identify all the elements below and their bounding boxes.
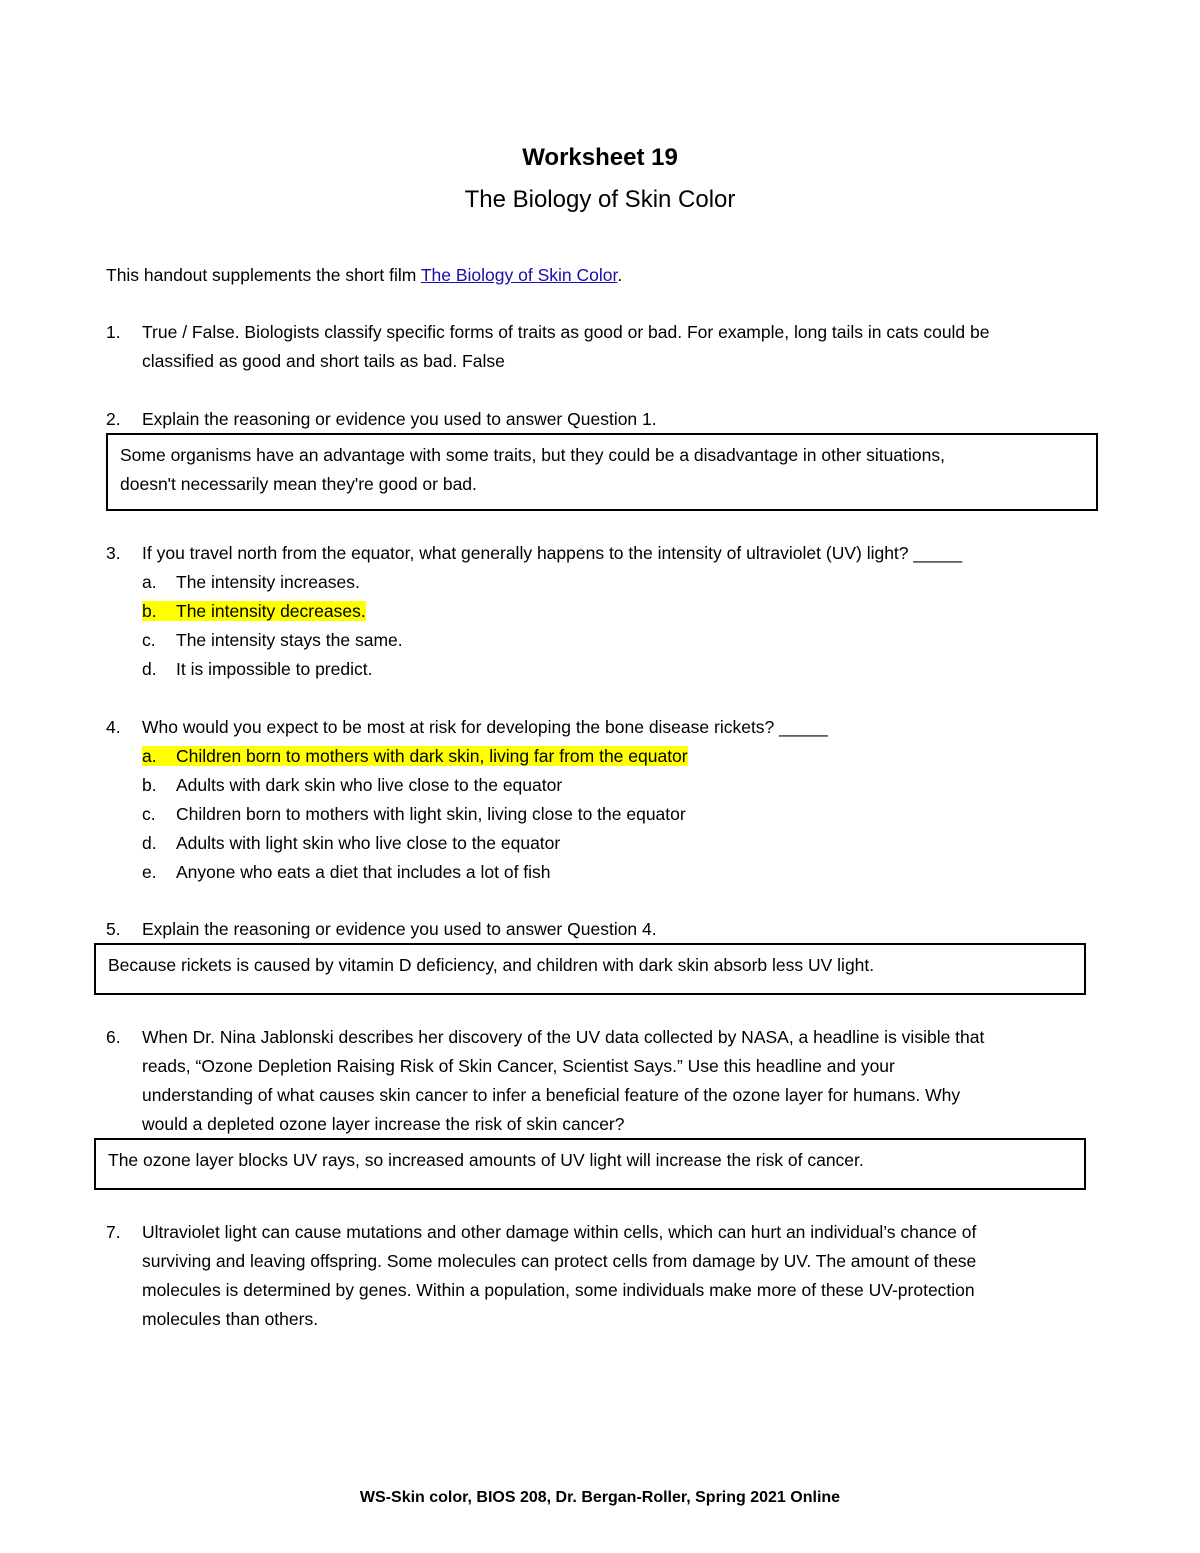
question-7 [106, 1218, 976, 1334]
option-4e [142, 858, 551, 887]
option-letter: a. [142, 746, 157, 766]
film-link[interactable]: The Biology of Skin Color [420, 265, 618, 285]
question-5 [106, 915, 657, 944]
intro-paragraph [106, 261, 622, 290]
option-text: It is impossible to predict. [176, 659, 373, 679]
option-3c [142, 626, 403, 655]
question-number: 1. [106, 322, 121, 342]
option-letter: d. [142, 833, 157, 853]
option-letter: c. [142, 804, 156, 824]
option-4d [142, 829, 560, 858]
page-title: Worksheet 19 [522, 144, 678, 171]
intro-prefix: This handout supplements the short film [106, 265, 421, 285]
question-number: 7. [106, 1222, 121, 1242]
question-text-line: Ultraviolet light can cause mutations and other damage within cells, which can hurt an individual’s chance of [142, 1222, 977, 1242]
answer-box-q5[interactable] [94, 943, 1086, 995]
question-6 [106, 1023, 984, 1139]
question-text: Explain the reasoning or evidence you used to answer Question 4. [142, 919, 657, 939]
question-number: 5. [106, 919, 121, 939]
option-4c [142, 800, 686, 829]
answer-text-line: Some organisms have an advantage with some traits, but they could be a disadvantage in other situations, [120, 445, 945, 465]
page-footer: WS-Skin color, BIOS 208, Dr. Bergan-Roller, Spring 2021 Online [359, 1489, 841, 1506]
question-text: Explain the reasoning or evidence you used to answer Question 1. [142, 409, 657, 429]
option-letter: b. [142, 601, 157, 621]
option-3b-selected [142, 597, 366, 626]
option-3d [142, 655, 372, 684]
answer-box-q2[interactable] [106, 433, 1098, 511]
question-4 [106, 713, 828, 742]
option-letter: d. [142, 659, 157, 679]
page-subtitle: The Biology of Skin Color [464, 186, 736, 213]
question-2 [106, 405, 657, 434]
question-text-line: When Dr. Nina Jablonski describes her discovery of the UV data collected by NASA, a headline is visible that [142, 1027, 985, 1047]
question-text-line: would a depleted ozone layer increase the risk of skin cancer? [142, 1114, 625, 1134]
option-text: Anyone who eats a diet that includes a lot of fish [176, 862, 551, 882]
option-letter: a. [142, 572, 157, 592]
question-text: If you travel north from the equator, what generally happens to the intensity of ultraviolet (UV) light? _____ [142, 543, 963, 563]
question-text-line: reads, “Ozone Depletion Raising Risk of Skin Cancer, Scientist Says.” Use this headline and your [142, 1056, 895, 1076]
option-text: The intensity increases. [176, 572, 360, 592]
question-text-line: molecules than others. [142, 1309, 319, 1329]
question-text-line: molecules is determined by genes. Within a population, some individuals make more of these UV-protection [142, 1280, 975, 1300]
option-text: Adults with dark skin who live close to the equator [176, 775, 563, 795]
question-text-line: understanding of what causes skin cancer to infer a beneficial feature of the ozone layer for humans. Why [142, 1085, 961, 1105]
option-4a-selected [142, 742, 688, 771]
question-number: 3. [106, 543, 121, 563]
question-number: 4. [106, 717, 121, 737]
question-text: Who would you expect to be most at risk for developing the bone disease rickets? _____ [142, 717, 828, 737]
question-text-line: True / False. Biologists classify specific forms of traits as good or bad. For example, long tails in cats could be [142, 322, 990, 342]
answer-text: Because rickets is caused by vitamin D deficiency, and children with dark skin absorb less UV light. [108, 955, 875, 975]
question-text-line: classified as good and short tails as bad. False [142, 351, 505, 371]
answer-box-q6[interactable] [94, 1138, 1086, 1190]
option-text: The intensity decreases. [176, 601, 366, 621]
question-3 [106, 539, 962, 568]
option-text: Children born to mothers with dark skin, living far from the equator [176, 746, 688, 766]
option-text: Adults with light skin who live close to the equator [176, 833, 561, 853]
intro-suffix: . [617, 265, 623, 285]
option-3a [142, 568, 360, 597]
option-4b [142, 771, 562, 800]
question-number: 6. [106, 1027, 121, 1047]
option-text: The intensity stays the same. [176, 630, 403, 650]
option-text: Children born to mothers with light skin, living close to the equator [176, 804, 686, 824]
answer-text: The ozone layer blocks UV rays, so increased amounts of UV light will increase the risk of cancer. [108, 1150, 864, 1170]
question-1 [106, 318, 990, 376]
option-letter: c. [142, 630, 156, 650]
question-number: 2. [106, 409, 121, 429]
question-text-line: surviving and leaving offspring. Some molecules can protect cells from damage by UV. The amount of these [142, 1251, 977, 1271]
option-letter: b. [142, 775, 157, 795]
option-letter: e. [142, 862, 157, 882]
answer-text-line: doesn't necessarily mean they're good or bad. [120, 474, 477, 494]
